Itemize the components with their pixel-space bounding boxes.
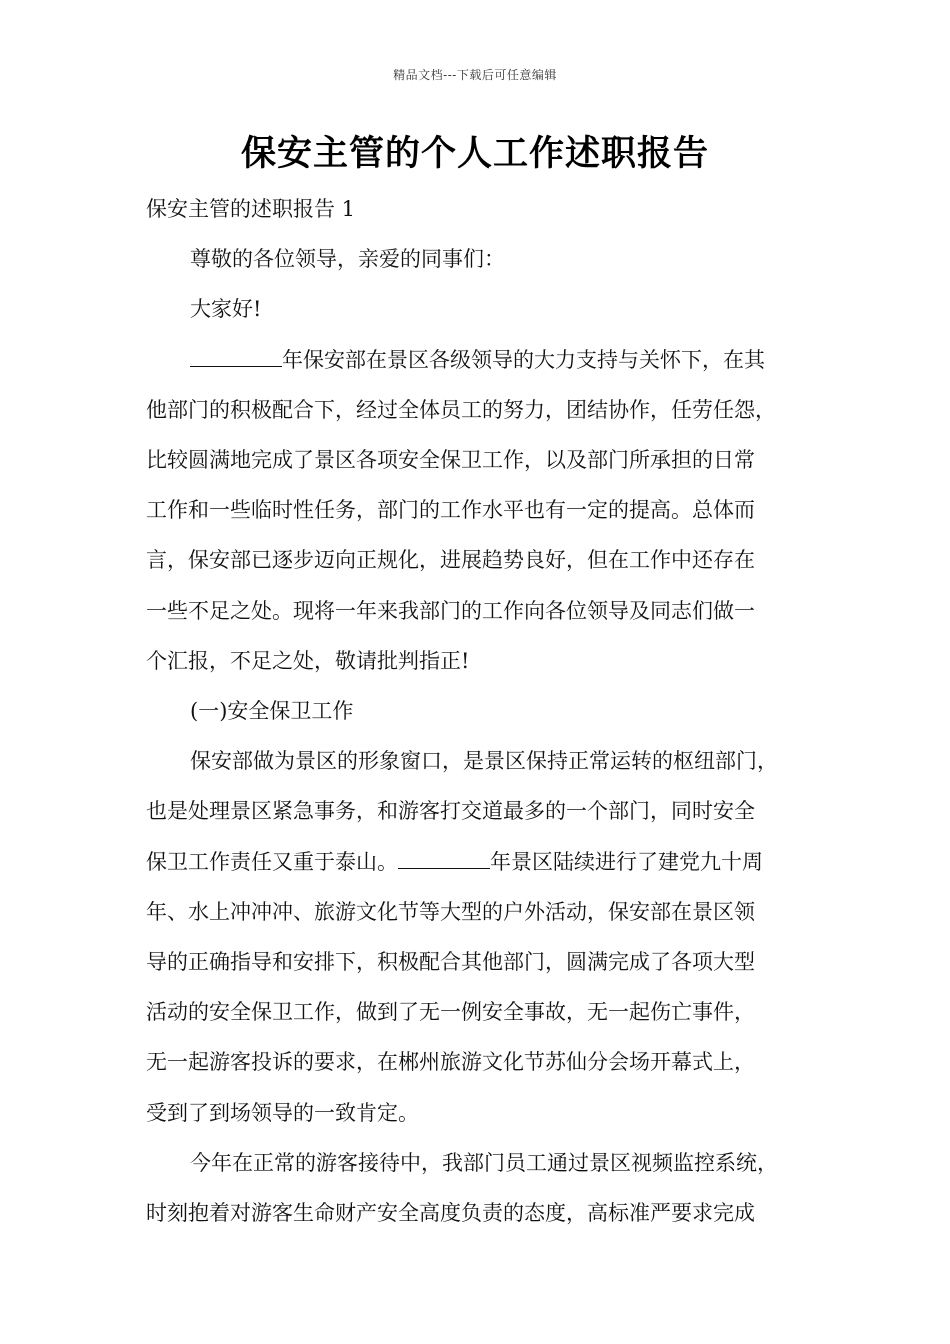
- blank-underline: [398, 850, 490, 869]
- paragraph-line-text: 年景区陆续进行了建党九十周: [490, 849, 763, 874]
- paragraph-line: 活动的安全保卫工作，做到了无一例安全事故，无一起伤亡事件，: [146, 1000, 755, 1025]
- paragraph-line: [146, 335, 826, 385]
- salutation: 尊敬的各位领导，亲爱的同事们：: [190, 247, 505, 272]
- section-subtitle: 保安主管的述职报告 1: [146, 197, 356, 221]
- section-heading: (一)安全保卫工作: [190, 699, 354, 724]
- paragraph-line: 工作和一些临时性任务，部门的工作水平也有一定的提高。总体而: [146, 498, 755, 523]
- document-title: 保安主管的个人工作述职报告: [240, 133, 709, 174]
- header-note: 精品文档---下载后可任意编辑: [393, 68, 557, 82]
- greeting: 大家好!: [190, 297, 262, 322]
- paragraph-line-text: 保卫工作责任又重于泰山。: [146, 849, 398, 874]
- paragraph-line: 年、水上冲冲冲、旅游文化节等大型的户外活动，保安部在景区领: [146, 899, 755, 924]
- paragraph-line: 保安部做为景区的形象窗口，是景区保持正常运转的枢纽部门，: [190, 749, 778, 774]
- paragraph-line: 时刻抱着对游客生命财产安全高度负责的态度，高标准严要求完成: [146, 1201, 755, 1226]
- paragraph-line: 无一起游客投诉的要求，在郴州旅游文化节苏仙分会场开幕式上，: [146, 1050, 755, 1075]
- paragraph-line: 导的正确指导和安排下，积极配合其他部门，圆满完成了各项大型: [146, 950, 755, 975]
- paragraph-line: 他部门的积极配合下，经过全体员工的努力，团结协作，任劳任怨，: [146, 397, 776, 422]
- document-body: [146, 184, 826, 1238]
- paragraph-line: [146, 837, 826, 887]
- paragraph-line: 比较圆满地完成了景区各项安全保卫工作，以及部门所承担的日常: [146, 448, 755, 473]
- blank-underline: [190, 348, 282, 367]
- paragraph-line: 今年在正常的游客接待中，我部门员工通过景区视频监控系统，: [190, 1150, 778, 1175]
- paragraph-line: 言，保安部已逐步迈向正规化，进展趋势良好，但在工作中还存在: [146, 548, 755, 573]
- paragraph-line: 也是处理景区紧急事务，和游客打交道最多的一个部门，同时安全: [146, 799, 755, 824]
- paragraph-line: 个汇报，不足之处，敬请批判指正!: [146, 648, 470, 673]
- paragraph-line: 受到了到场领导的一致肯定。: [146, 1100, 419, 1125]
- paragraph-line: 一些不足之处。现将一年来我部门的工作向各位领导及同志们做一: [146, 598, 755, 623]
- paragraph-line-text: 年保安部在景区各级领导的大力支持与关怀下，在其: [282, 347, 765, 372]
